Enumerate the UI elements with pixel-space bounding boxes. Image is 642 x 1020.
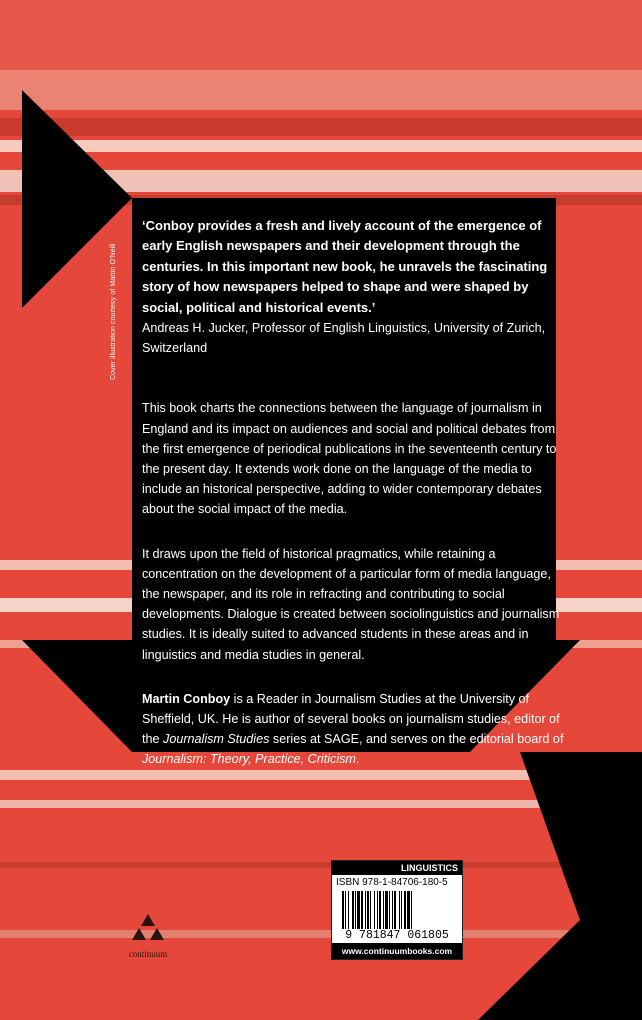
author-bio: Martin Conboy is a Reader in Journalism Studies at the University of Sheffield, UK. He is author of several books on journalism studies, editor of the Journalism Studies series at SAGE, and serves on the editorial board of Journalism: Theory, Practice, Criticism. [142, 691, 564, 767]
publisher-url: www.continuumbooks.com [332, 943, 462, 959]
description-paragraph-1: This book charts the connections between the language of journalism in England and its impact on audiences and social and political debates from the first emergence of periodical publications in the seventeenth century to the present day. It extends work done on the language of the media to include an historical perspective, adding to wider contemporary debates about the social impact of the media. [142, 401, 557, 517]
isbn-text: ISBN 978-1-84706-180-5 [336, 877, 448, 888]
blurb-content [142, 216, 566, 770]
subject-label: LINGUISTICS [332, 861, 462, 875]
barcode-number: 9 781847 061805 [345, 929, 449, 942]
barcode-bars [342, 891, 452, 929]
series-title: Journalism Studies [163, 732, 270, 747]
publisher-logo [125, 912, 171, 959]
description-paragraph-2: It draws upon the field of historical pragmatics, while retaining a concentration on the development of a particular form of media language, the newspaper, and its role in refracting and contributing to social developments. Dialogue is created between sociolinguistics and journalism studies. It is ideally suited to advanced students in these areas and in linguistics and media studies in general. [142, 546, 560, 662]
continuum-mark-icon [125, 912, 171, 946]
lower-left-triangle [22, 640, 132, 752]
publisher-name: continuum [128, 949, 168, 959]
journal-title: Journalism: Theory, Practice, Criticism [142, 752, 356, 767]
review-quote: ‘Conboy provides a fresh and lively account of the emergence of early English newspapers and their development through the centuries. In this important new book, he unravels the fascinating story of how newspapers helped to shape and were shaped by social, political and historical events.’ [142, 218, 548, 315]
review-attribution: Andreas H. Jucker, Professor of English Linguistics, University of Zurich, Switzerland [142, 321, 546, 356]
lower-right-triangle [478, 752, 642, 1020]
barcode-box [331, 860, 463, 960]
author-name: Martin Conboy [142, 691, 231, 706]
illustration-credit: Cover illustration courtesy of Martin O'Neill [110, 243, 117, 380]
